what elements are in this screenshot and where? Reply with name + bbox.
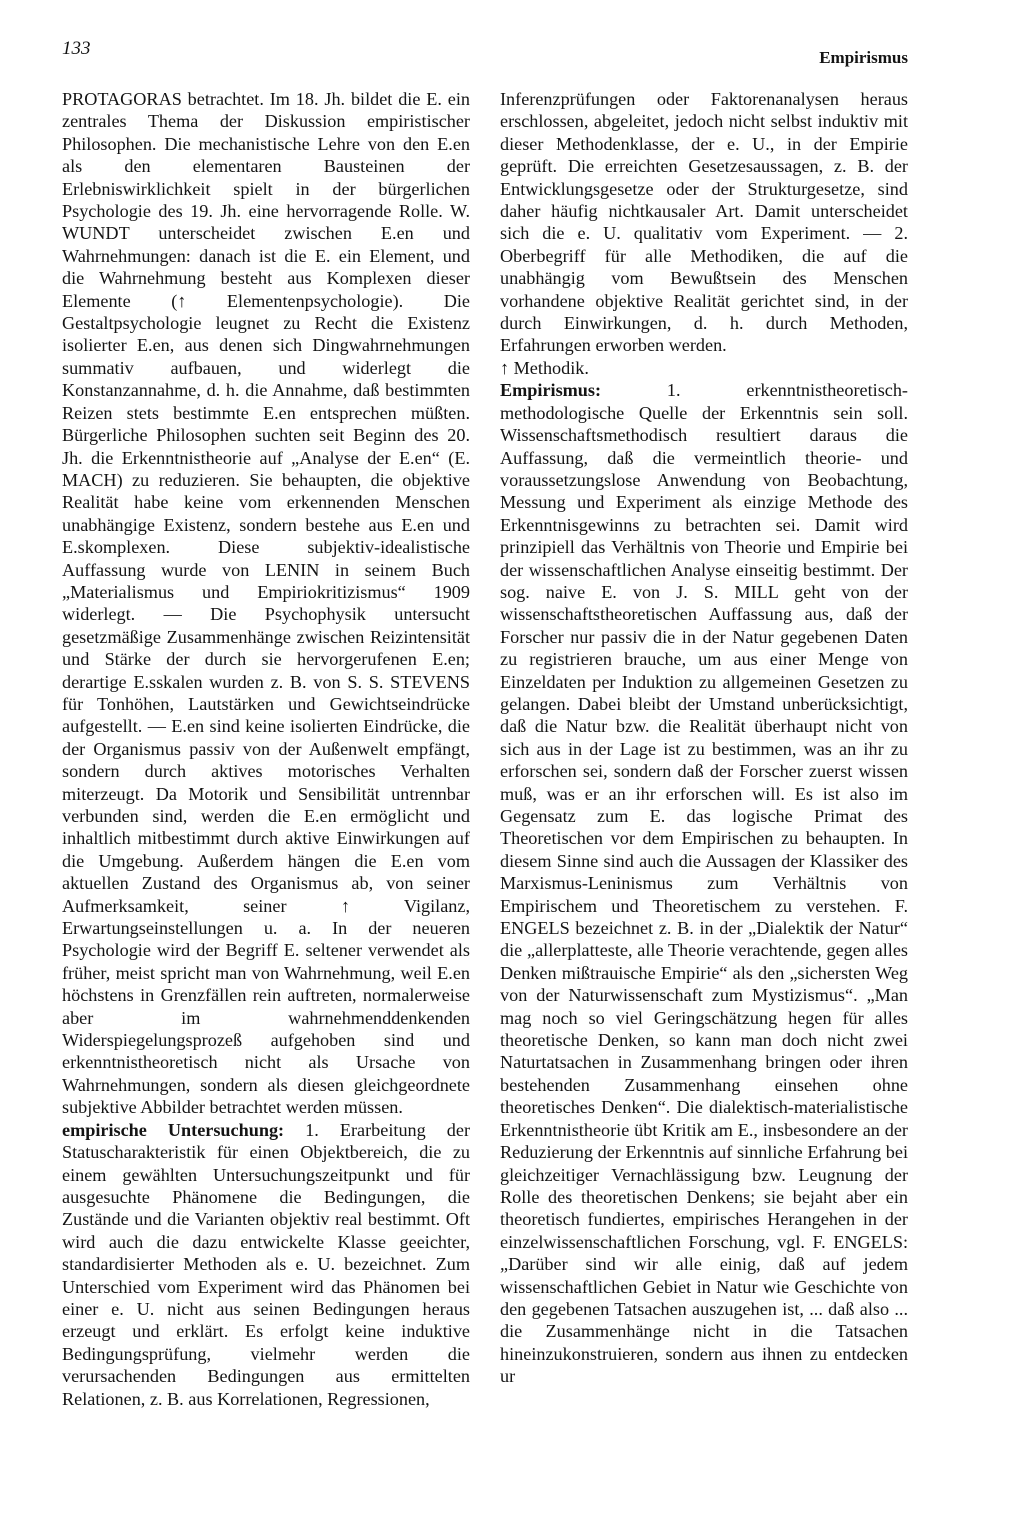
page-number: 133 <box>62 38 91 59</box>
right-column <box>500 88 908 1388</box>
continued-paragraph: Inferenzprüfungen oder Faktorenanalysen heraus erschlossen, abgeleitet, jedoch nicht selbst induktiv mit dieser Methodenklasse, der e. U., in der Empirie geprüft. Die erreichten Gesetzesaussagen, z. B. der Entwicklungsgesetze oder der Strukturgesetze, sind daher häufig nichtkausaler Art. Damit unterscheidet sich die e. U. qualitativ vom Experiment. — 2. Oberbegriff für alle Methodiken, die auf die unabhängig vom Bewußtsein des Menschen vorhandene objektive Realität gerichtet sind, in der durch Einwirkungen, d. h. durch Methoden, Erfahrungen erworben werden. <box>500 89 908 356</box>
running-head: Empirismus <box>819 48 908 67</box>
entry-body: 1. Erarbeitung der Statuscharakteristik für einen Objektbereich, die zu einem gewählten Untersuchungszeitpunkt und für ausgesuchte Phänomene die Bedingungen, die Zustände und die Varianten objektiv real bestimmt. Oft wird auch die dazu entwickelte Klasse geeichter, standardisierter Methoden als e. U. bezeichnet. Zum Unterschied vom Experiment wird das Phänomen bei einer e. U. nicht aus seinen Bedingungen heraus erzeugt und erklärt. Es erfolgt keine induktive Bedingungsprüfung, vielmehr werden die verursachenden Bedingungen aus ermittelten Relationen, z. B. aus Korrelationen, Regressionen, <box>62 1119 471 1409</box>
left-column <box>62 88 470 1410</box>
entry-headword: empirische Untersuchung: <box>62 1119 285 1140</box>
entry-empirische-untersuchung <box>62 1119 470 1410</box>
continued-paragraph: PROTAGORAS betrachtet. Im 18. Jh. bildet die E. ein zentrales Thema der Diskussion empiristischer Philosophen. Die mechanistische Lehre von den E.en als den elementaren Bausteinen der Erlebniswirklichkeit spielt in der bürgerlichen Psychologie des 19. Jh. eine hervorragende Rolle. W. WUNDT unterscheidet zwischen E.en und Wahrnehmungen: danach ist die E. ein Element, und die Wahrnehmung besteht aus Komplexen dieser Elemente (↑ Elementenpsychologie). Die Gestaltpsychologie leugnet zu Recht die Existenz isolierter E.en, aus denen sich Dingwahrnehmungen summativ aufbauen, und widerlegt die Konstanzannahme, d. h. die Annahme, daß bestimmten Reizen stets bestimmte E.en entsprechen müßten. Bürgerliche Philosophen suchten seit Beginn des 20. Jh. die Erkenntnistheorie auf „Analyse der E.en“ (E. MACH) zu reduzieren. Sie behaupten, die objektive Realität habe keine vom erkennenden Menschen unabhängige Existenz, sondern bestehe aus E.en und E.skomplexen. Diese subjektiv-idealistische Auffassung wurde von LENIN in seinem Buch „Materialismus und Empiriokritizismus“ 1909 widerlegt. — Die Psychophysik untersucht gesetzmäßige Zusammenhänge zwischen Reizintensität und Stärke der durch sie hervorgerufenen E.en; derartige E.sskalen wurden z. B. von S. S. STEVENS für Tonhöhen, Lautstärken und Gewichtseindrücke aufgestellt. — E.en sind keine isolierten Eindrücke, die der Organismus passiv von der Außenwelt empfängt, sondern durch aktives motorisches Verhalten miterzeugt. Da Motorik und Sensibilität untrennbar verbunden sind, werden die E.en ermöglicht und inhaltlich mitbestimmt durch aktive Einwirkungen auf die Umgebung. Außerdem hängen die E.en vom aktuellen Zustand des Organismus ab, von seiner Aufmerksamkeit, seiner ↑ Vigilanz, Erwartungseinstellungen u. a. In der neueren Psychologie wird der Begriff E. seltener verwendet als früher, meist spricht man von Wahrnehmung, weil E.en höchstens in Grenzfällen rein auftreten, normalerweise aber im wahrnehmenddenkenden Widerspiegelungsprozeß aufgehoben sind und erkenntnistheoretisch nicht als Ursache von Wahrnehmungen, sondern als diesen gleichgeordnete subjektive Abbilder betrachtet werden müssen. <box>62 89 470 1118</box>
entry-body: 1. erkenntnistheoretisch-methodologische Quelle der Erkenntnis sein soll. Wissenschaftsmethodisch resultiert daraus die Auffassung, daß die vermeintlich theorie- und voraussetzungslose Anwendung von Beobachtung, Messung und Experiment als einzige Methode des Erkenntnisgewinns zu betrachten sei. Damit wird prinzipiell das Verhältnis von Theorie und Empirie bei der wissenschaftlichen Analyse einseitig bestimmt. Der sog. naive E. von J. S. MILL geht von der wissenschaftstheoretischen Auffassung aus, daß der Forscher nur passiv die in der Natur gegebenen Daten zu registrieren brauche, um aus einer Menge von Einzeldaten per Induktion zu allgemeinen Gesetzen zu gelangen. Dabei bleibt der Umstand unberücksichtigt, daß die Natur bzw. die Realität überhaupt nicht von sich aus in der Lage ist zu bestimmen, was an ihr zu erforschen sei, sondern daß der Forscher zuerst wissen muß, was er an ihr erforschen will. Es ist also im Gegensatz zum E. das logische Primat des Theoretischen vor dem Empirischen zu behaupten. In diesem Sinne sind auch die Aussagen der Klassiker des Marxismus-Leninismus zum Verhältnis von Empirischem und Theoretischem zu verstehen. F. ENGELS bezeichnet z. B. in der „Dialektik der Natur“ die „allerplatteste, alle Theorie verachtende, gegen alles Denken mißtrauische Empirie“ als den „sichersten Weg von der Naturwissenschaft zum Mystizismus“. „Man mag noch so viel Geringschätzung hegen für alles theoretische Denken, so kann man doch nicht zwei Naturtatsachen in Zusammenhang bringen oder ihren bestehenden Zusammenhang einsehen ohne theoretisches Denken“. Die dialektisch-materialistische Erkenntnistheorie übt Kritik am E., insbesondere an der Reduzierung der Erkenntnis auf sinnliche Erfahrung bei gleichzeitiger Vernachlässigung bzw. Leugnung der Rolle des theoretischen Denkens; sie bejaht aber ein theoretisch fundiertes, empirisches Herangehen in der einzelwissenschaftlichen Forschung, vgl. F. ENGELS: „Darüber sind wir alle einig, daß auf jedem wissenschaftlichen Gebiet in Natur wie Geschichte von den gegebenen Tatsachen auszugehen ist, ... daß also ... die Zusammenhänge nicht in die Tatsachen hineinzukonstruieren, sondern aus ihnen zu entdecken ur <box>500 380 908 1387</box>
entry-headword: Empirismus: <box>500 380 602 401</box>
entry-empirismus <box>500 379 908 1387</box>
cross-reference: ↑ Methodik. <box>500 357 589 378</box>
